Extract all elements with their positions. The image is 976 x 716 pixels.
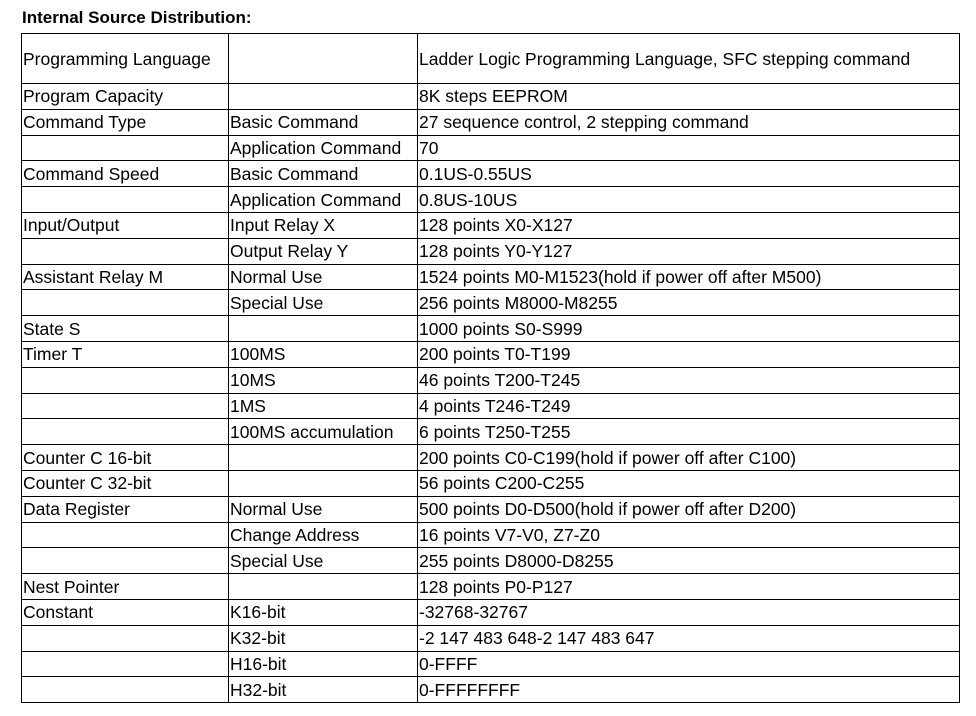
table-row: [22, 367, 960, 393]
table-row: [22, 161, 960, 187]
subitem-cell: [229, 470, 418, 496]
table-row: [22, 419, 960, 445]
value-cell: -2 147 483 648-2 147 483 647: [418, 625, 960, 651]
table-row: [22, 135, 960, 161]
item-cell: Constant: [22, 599, 229, 625]
value-cell: 4 points T246-T249: [418, 393, 960, 419]
table-row: [22, 393, 960, 419]
item-cell: [22, 290, 229, 316]
item-cell: Counter C 32-bit: [22, 470, 229, 496]
item-cell: Timer T: [22, 341, 229, 367]
table-row: [22, 599, 960, 625]
value-cell: 16 points V7-V0, Z7-Z0: [418, 522, 960, 548]
subitem-cell: 100MS: [229, 341, 418, 367]
subitem-cell: Application Command: [229, 135, 418, 161]
value-cell: 1000 points S0-S999: [418, 316, 960, 342]
subitem-cell: [229, 316, 418, 342]
subitem-cell: 1MS: [229, 393, 418, 419]
item-cell: [22, 393, 229, 419]
item-cell: [22, 548, 229, 574]
subitem-cell: Special Use: [229, 548, 418, 574]
value-cell: 46 points T200-T245: [418, 367, 960, 393]
table-row: [22, 187, 960, 213]
subitem-cell: Output Relay Y: [229, 238, 418, 264]
page-title: Internal Source Distribution:: [22, 8, 252, 27]
subitem-cell: Normal Use: [229, 496, 418, 522]
subitem-cell: [229, 34, 418, 84]
value-cell: 128 points X0-X127: [418, 212, 960, 238]
value-cell: 500 points D0-D500(hold if power off after D200): [418, 496, 960, 522]
value-cell: 256 points M8000-M8255: [418, 290, 960, 316]
table-row: [22, 316, 960, 342]
subitem-cell: Basic Command: [229, 161, 418, 187]
subitem-cell: Input Relay X: [229, 212, 418, 238]
item-cell: Counter C 16-bit: [22, 445, 229, 471]
item-cell: Programming Language: [22, 34, 229, 84]
subitem-cell: Basic Command: [229, 109, 418, 135]
value-cell: 70: [418, 135, 960, 161]
item-cell: Command Type: [22, 109, 229, 135]
subitem-cell: 10MS: [229, 367, 418, 393]
item-cell: [22, 135, 229, 161]
value-cell: 0.1US-0.55US: [418, 161, 960, 187]
subitem-cell: Special Use: [229, 290, 418, 316]
subitem-cell: Normal Use: [229, 264, 418, 290]
value-cell: 255 points D8000-D8255: [418, 548, 960, 574]
value-cell: -32768-32767: [418, 599, 960, 625]
subitem-cell: H16-bit: [229, 651, 418, 677]
value-cell: 6 points T250-T255: [418, 419, 960, 445]
subitem-cell: K16-bit: [229, 599, 418, 625]
value-cell: 128 points P0-P127: [418, 574, 960, 600]
table-row: [22, 470, 960, 496]
table-row: [22, 212, 960, 238]
value-cell: 0-FFFFFFFF: [418, 677, 960, 703]
table-row: [22, 625, 960, 651]
item-cell: Assistant Relay M: [22, 264, 229, 290]
item-cell: [22, 367, 229, 393]
item-cell: [22, 522, 229, 548]
spec-table: [21, 33, 960, 703]
subitem-cell: 100MS accumulation: [229, 419, 418, 445]
item-cell: Program Capacity: [22, 84, 229, 110]
item-cell: Nest Pointer: [22, 574, 229, 600]
value-cell: 27 sequence control, 2 stepping command: [418, 109, 960, 135]
table-row: [22, 548, 960, 574]
table-row: [22, 496, 960, 522]
subitem-cell: [229, 445, 418, 471]
value-cell: 0-FFFF: [418, 651, 960, 677]
value-cell: 8K steps EEPROM: [418, 84, 960, 110]
value-cell: 200 points C0-C199(hold if power off after C100): [418, 445, 960, 471]
item-cell: [22, 625, 229, 651]
item-cell: [22, 187, 229, 213]
table-row: [22, 445, 960, 471]
table-row: [22, 341, 960, 367]
value-cell: 1524 points M0-M1523(hold if power off after M500): [418, 264, 960, 290]
table-row: [22, 290, 960, 316]
table-row: [22, 238, 960, 264]
item-cell: Input/Output: [22, 212, 229, 238]
table-row: [22, 264, 960, 290]
item-cell: [22, 677, 229, 703]
item-cell: Command Speed: [22, 161, 229, 187]
subitem-cell: H32-bit: [229, 677, 418, 703]
item-cell: [22, 651, 229, 677]
item-cell: Data Register: [22, 496, 229, 522]
table-row: [22, 522, 960, 548]
subitem-cell: [229, 574, 418, 600]
table-row: [22, 677, 960, 703]
table-row: [22, 34, 960, 84]
value-cell: 0.8US-10US: [418, 187, 960, 213]
subitem-cell: K32-bit: [229, 625, 418, 651]
subitem-cell: Application Command: [229, 187, 418, 213]
spec-table-body: [22, 34, 960, 703]
subitem-cell: Change Address: [229, 522, 418, 548]
table-row: [22, 109, 960, 135]
item-cell: [22, 419, 229, 445]
subitem-cell: [229, 84, 418, 110]
table-row: [22, 574, 960, 600]
value-cell: 128 points Y0-Y127: [418, 238, 960, 264]
table-row: [22, 651, 960, 677]
item-cell: [22, 238, 229, 264]
value-cell: 200 points T0-T199: [418, 341, 960, 367]
value-cell: 56 points C200-C255: [418, 470, 960, 496]
value-cell: Ladder Logic Programming Language, SFC stepping command: [418, 34, 960, 84]
table-row: [22, 84, 960, 110]
item-cell: State S: [22, 316, 229, 342]
